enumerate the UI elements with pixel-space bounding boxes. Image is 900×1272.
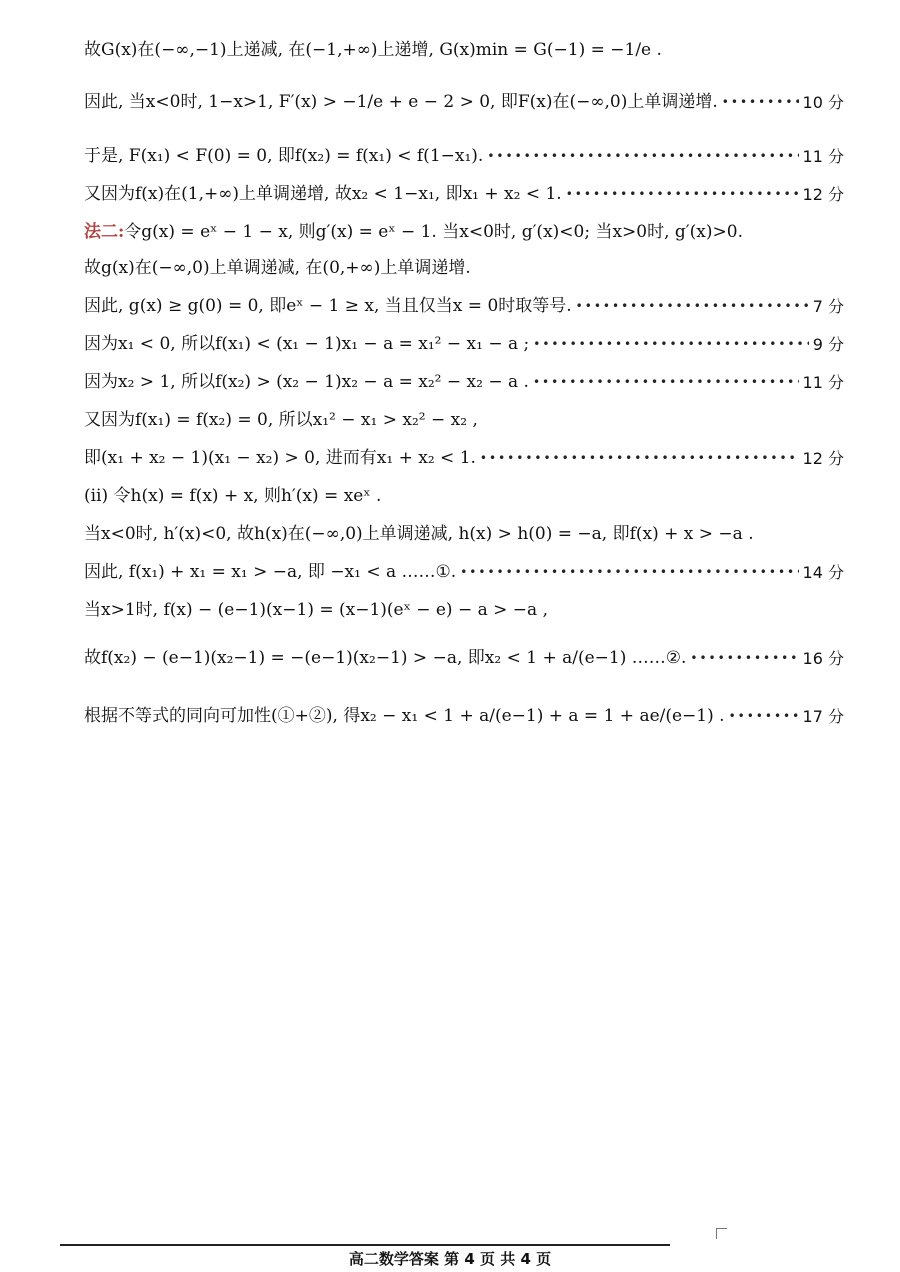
solution-text: (ⅱ) 令h(x) = f(x) + x, 则h′(x) = xeˣ . [84,486,382,506]
solution-text: 因此, 当x<0时, 1−x>1, F′(x) > −1/e + e − 2 > 0, 即F(x)在(−∞,0)上单调递增. [84,92,718,112]
leader-dots [722,95,799,110]
solution-text: 因为x₁ < 0, 所以f(x₁) < (x₁ − 1)x₁ − a = x₁² − x₁ − a ; [84,334,530,354]
corner-mark [716,1228,727,1239]
leader-dots [729,709,799,724]
solution-line [84,410,844,431]
solution-line [84,372,844,393]
score-mark: 7 分 [812,296,844,316]
leader-dots [533,337,808,352]
score-mark: 11 分 [802,146,844,166]
score-mark: 14 分 [802,562,844,582]
solution-text: 于是, F(x₁) < F(0) = 0, 即f(x₂) = f(x₁) < f(1−x₁). [84,146,484,166]
solution-text: 又因为f(x)在(1,+∞)上单调递增, 故x₂ < 1−x₁, 即x₁ + x₂ < 1. [84,184,562,204]
score-mark: 10 分 [802,92,844,112]
solution-line [84,222,844,243]
solution-line [84,184,844,205]
score-mark: 17 分 [802,706,844,726]
solution-text: 当x<0时, h′(x)<0, 故h(x)在(−∞,0)上单调递减, h(x) > h(0) = −a, 即f(x) + x > −a . [84,524,754,544]
leader-dots [480,451,799,466]
solution-line [84,524,844,545]
leader-dots [533,375,799,390]
solution-line [84,486,844,507]
solution-line [84,706,844,727]
solution-line [84,146,844,167]
score-mark: 12 分 [802,448,844,468]
method-label: 法二: [84,222,125,242]
leader-dots [566,187,799,202]
solution-text: 即(x₁ + x₂ − 1)(x₁ − x₂) > 0, 进而有x₁ + x₂ < 1. [84,448,476,468]
solution-text: 当x>1时, f(x) − (e−1)(x−1) = (x−1)(eˣ − e) − a > −a , [84,600,548,620]
leader-dots [576,299,809,314]
footer-rule [60,1244,670,1246]
solution-line [84,92,844,113]
solution-line [84,334,844,355]
leader-dots [690,651,798,666]
solution-text: 因此, f(x₁) + x₁ = x₁ > −a, 即 −x₁ < a ……①. [84,562,457,582]
leader-dots [487,149,798,164]
solution-line [84,258,844,279]
solution-line [84,296,844,317]
solution-text: 故G(x)在(−∞,−1)上递减, 在(−1,+∞)上递增, G(x)min = G(−1) = −1/e . [84,40,662,60]
solution-text: 因为x₂ > 1, 所以f(x₂) > (x₂ − 1)x₂ − a = x₂² − x₂ − a . [84,372,529,392]
page-footer: 高二数学答案 第 4 页 共 4 页 [348,1250,552,1268]
score-mark: 12 分 [802,184,844,204]
score-mark: 16 分 [802,648,844,668]
solution-text: 故f(x₂) − (e−1)(x₂−1) = −(e−1)(x₂−1) > −a, 即x₂ < 1 + a/(e−1) ……②. [84,648,687,668]
score-mark: 11 分 [802,372,844,392]
score-mark: 9 分 [812,334,844,354]
solution-line [84,648,844,669]
solution-text: 又因为f(x₁) = f(x₂) = 0, 所以x₁² − x₁ > x₂² − x₂ , [84,410,478,430]
solution-text: 因此, g(x) ≥ g(0) = 0, 即eˣ − 1 ≥ x, 当且仅当x = 0时取等号. [84,296,572,316]
solution-line [84,562,844,583]
solution-line [84,40,844,61]
solution-text: 根据不等式的同向可加性(①+②), 得x₂ − x₁ < 1 + a/(e−1) + a = 1 + ae/(e−1) . [84,706,725,726]
leader-dots [460,565,798,580]
solution-text: 故g(x)在(−∞,0)上单调递减, 在(0,+∞)上单调递增. [84,258,471,278]
solution-text: 令g(x) = eˣ − 1 − x, 则g′(x) = eˣ − 1. 当x<0时, g′(x)<0; 当x>0时, g′(x)>0. [124,222,743,242]
solution-line [84,600,844,621]
solution-line [84,448,844,469]
